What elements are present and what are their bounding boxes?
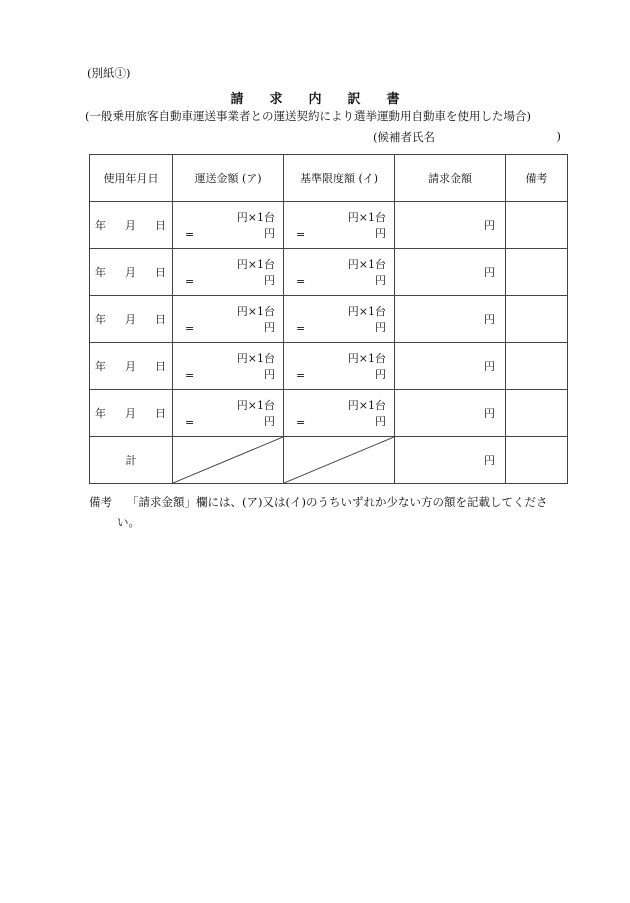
attachment-label: (別紙①) (87, 66, 131, 80)
year-label: 年 (95, 219, 107, 232)
remarks-cell[interactable] (506, 296, 568, 343)
header-remarks: 備考 (506, 155, 568, 202)
usage-date-cell[interactable] (90, 249, 173, 296)
claim-amount-cell[interactable] (395, 202, 506, 249)
day-label: 日 (155, 313, 167, 326)
yen-label: 円 (484, 266, 495, 279)
claim-amount-cell[interactable] (395, 390, 506, 437)
per-vehicle-label: 円×1台 (347, 258, 386, 271)
equals-sign: = (296, 369, 306, 382)
candidate-close-paren: ) (556, 129, 561, 143)
year-label: 年 (95, 360, 107, 373)
per-vehicle-label: 円×1台 (347, 305, 386, 318)
footnote-text: 「請求金額」欄には、(ア)又は(イ)のうちいずれか少ない方の額を記載してくださ (127, 495, 548, 509)
per-vehicle-label: 円×1台 (236, 211, 275, 224)
per-vehicle-label: 円×1台 (347, 211, 386, 224)
total-claim-amount[interactable]: 円 (395, 437, 506, 484)
per-vehicle-label: 円×1台 (236, 352, 275, 365)
usage-date-cell[interactable] (90, 343, 173, 390)
day-label: 日 (155, 266, 167, 279)
yen-label: 円 (484, 219, 495, 232)
total-limit-diagonal (284, 437, 395, 484)
table-row (90, 296, 568, 343)
usage-date-cell[interactable] (90, 390, 173, 437)
footnote-text-continued: い。 (117, 515, 140, 529)
table-header-row (90, 155, 568, 202)
remarks-cell[interactable] (506, 202, 568, 249)
table-row (90, 202, 568, 249)
header-transport-amount: 運送金額 (ア) (173, 155, 284, 202)
yen-label: 円 (375, 274, 386, 287)
yen-label: 円 (375, 321, 386, 334)
month-label: 月 (125, 407, 137, 420)
yen-label: 円 (264, 415, 275, 428)
footnote (89, 492, 569, 532)
transport-amount-cell[interactable] (173, 343, 284, 390)
transport-amount-cell[interactable] (173, 202, 284, 249)
equals-sign: = (185, 228, 195, 241)
remarks-cell[interactable] (506, 390, 568, 437)
header-standard-limit: 基準限度額 (イ) (284, 155, 395, 202)
breakdown-table (89, 154, 568, 484)
year-label: 年 (95, 313, 107, 326)
yen-label: 円 (264, 274, 275, 287)
per-vehicle-label: 円×1台 (236, 258, 275, 271)
yen-label: 円 (484, 407, 495, 420)
equals-sign: = (296, 416, 306, 429)
remarks-cell[interactable] (506, 343, 568, 390)
equals-sign: = (185, 416, 195, 429)
total-remarks[interactable] (506, 437, 568, 484)
year-label: 年 (95, 266, 107, 279)
yen-label: 円 (264, 227, 275, 240)
yen-label: 円 (375, 227, 386, 240)
per-vehicle-label: 円×1台 (347, 399, 386, 412)
usage-date-cell[interactable] (90, 202, 173, 249)
standard-limit-cell[interactable] (284, 249, 395, 296)
transport-amount-cell[interactable] (173, 390, 284, 437)
month-label: 月 (125, 219, 137, 232)
standard-limit-cell[interactable] (284, 296, 395, 343)
yen-label: 円 (264, 368, 275, 381)
per-vehicle-label: 円×1台 (347, 352, 386, 365)
claim-amount-cell[interactable] (395, 296, 506, 343)
claim-amount-cell[interactable] (395, 343, 506, 390)
table-row (90, 249, 568, 296)
standard-limit-cell[interactable] (284, 390, 395, 437)
total-transport-diagonal (173, 437, 284, 484)
transport-amount-cell[interactable] (173, 249, 284, 296)
day-label: 日 (155, 360, 167, 373)
yen-label: 円 (375, 415, 386, 428)
equals-sign: = (185, 275, 195, 288)
equals-sign: = (296, 228, 306, 241)
month-label: 月 (125, 360, 137, 373)
claim-amount-cell[interactable] (395, 249, 506, 296)
month-label: 月 (125, 266, 137, 279)
equals-sign: = (296, 322, 306, 335)
month-label: 月 (125, 313, 137, 326)
yen-label: 円 (375, 368, 386, 381)
header-usage-date: 使用年月日 (90, 155, 173, 202)
document-subtitle: (一般乗用旅客自動車運送事業者との運送契約により選挙運動用自動車を使用した場合) (85, 109, 531, 123)
equals-sign: = (185, 369, 195, 382)
table-row (90, 343, 568, 390)
remarks-cell[interactable] (506, 249, 568, 296)
yen-label: 円 (264, 321, 275, 334)
day-label: 日 (155, 219, 167, 232)
usage-date-cell[interactable] (90, 296, 173, 343)
total-row (90, 437, 568, 484)
candidate-label: (候補者氏名 (373, 130, 435, 144)
candidate-name-line (373, 129, 561, 145)
document-title: 請求内訳書 (230, 92, 426, 107)
standard-limit-cell[interactable] (284, 202, 395, 249)
transport-amount-cell[interactable] (173, 296, 284, 343)
header-claim-amount: 請求金額 (395, 155, 506, 202)
year-label: 年 (95, 407, 107, 420)
yen-label: 円 (484, 360, 495, 373)
per-vehicle-label: 円×1台 (236, 399, 275, 412)
equals-sign: = (296, 275, 306, 288)
total-label: 計 (90, 437, 173, 484)
per-vehicle-label: 円×1台 (236, 305, 275, 318)
equals-sign: = (185, 322, 195, 335)
day-label: 日 (155, 407, 167, 420)
footnote-label: 備考 (89, 495, 112, 509)
table-row (90, 390, 568, 437)
standard-limit-cell[interactable] (284, 343, 395, 390)
yen-label: 円 (484, 313, 495, 326)
